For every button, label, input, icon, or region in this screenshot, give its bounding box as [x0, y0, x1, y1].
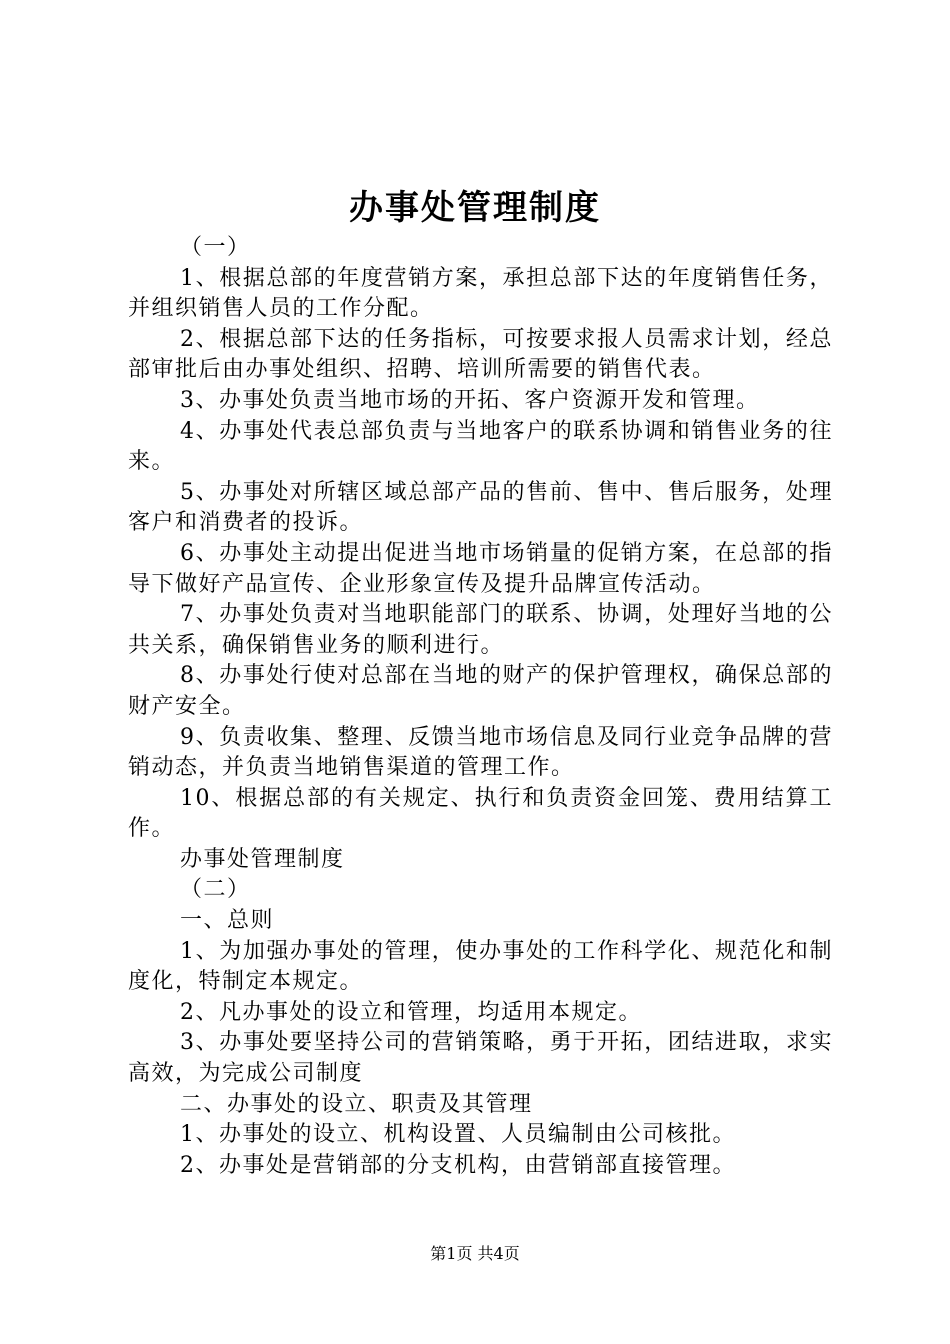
paragraph: 7、办事处负责对当地职能部门的联系、协调，处理好当地的公共关系，确保销售业务的顺利进行。	[128, 602, 833, 658]
paragraph: 1、办事处的设立、机构设置、人员编制由公司核批。	[180, 1122, 736, 1148]
section-heading: 一、总则	[180, 908, 275, 934]
section-heading: 二、办事处的设立、职责及其管理	[180, 1091, 533, 1117]
paragraph: 5、办事处对所辖区域总部产品的售前、售中、售后服务，处理客户和消费者的投诉。	[128, 479, 833, 536]
paragraph: 2、凡办事处的设立和管理，均适用本规定。	[180, 999, 642, 1025]
paragraph: 8、办事处行使对总部在当地的财产的保护管理权，确保总部的财产安全。	[128, 663, 833, 719]
paragraph: 2、办事处是营销部的分支机构，由营销部直接管理。	[180, 1152, 736, 1178]
paragraph: 10、根据总部的有关规定、执行和负责资金回笼、费用结算工作。	[128, 785, 833, 842]
paragraph: 9、负责收集、整理、反馈当地市场信息及同行业竞争品牌的营销动态，并负责当地销售渠道的管理工作。	[128, 724, 833, 781]
paragraph: 1、为加强办事处的管理，使办事处的工作科学化、规范化和制度化，特制定本规定。	[128, 938, 833, 995]
document-body	[128, 233, 833, 1181]
paragraph: 1、根据总部的年度营销方案，承担总部下达的年度销售任务，并组织销售人员的工作分配。	[128, 265, 833, 322]
document-title: 办事处管理制度	[349, 188, 601, 228]
section-heading: 办事处管理制度	[180, 846, 345, 872]
page-footer: 第1页 共4页	[430, 1244, 520, 1263]
paragraph: （一）	[180, 235, 251, 260]
paragraph: 2、根据总部下达的任务指标，可按要求报人员需求计划，经总部审批后由办事处组织、招聘、培训所需要的销售代表。	[128, 326, 833, 383]
paragraph: 3、办事处负责当地市场的开拓、客户资源开发和管理。	[180, 387, 760, 413]
paragraph: 4、办事处代表总部负责与当地客户的联系协调和销售业务的往来。	[128, 418, 833, 475]
paragraph: （二）	[180, 877, 251, 903]
paragraph: 6、办事处主动提出促进当地市场销量的促销方案，在总部的指导下做好产品宣传、企业形象宣传及提升品牌宣传活动。	[128, 540, 833, 597]
paragraph: 3、办事处要坚持公司的营销策略，勇于开拓，团结进取，求实高效，为完成公司制度	[128, 1030, 833, 1087]
